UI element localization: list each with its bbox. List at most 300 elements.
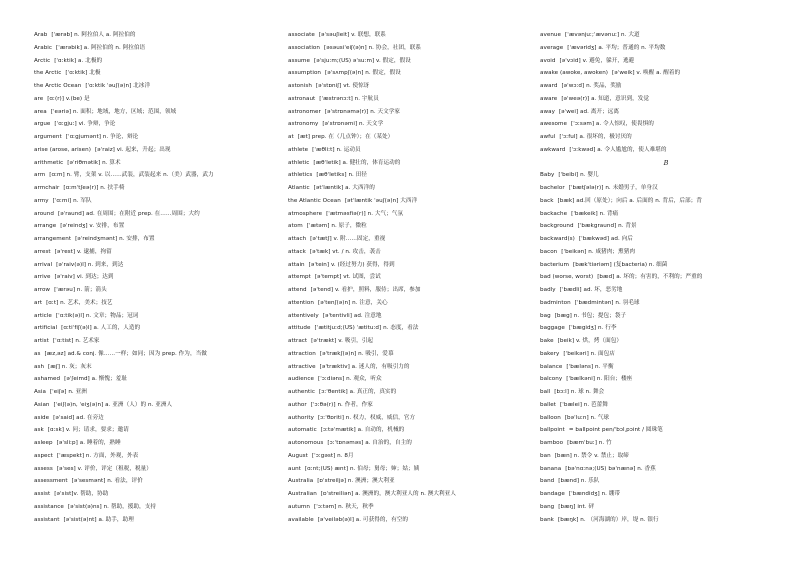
vocab-entry bbox=[34, 55, 286, 68]
vocab-entry bbox=[540, 424, 792, 437]
entry-definition: [əˈreindʒmənt] n. 安排，布置 bbox=[75, 236, 155, 242]
entry-word: bag bbox=[540, 312, 551, 319]
entry-word: athletics bbox=[288, 172, 313, 179]
entry-word: arrange bbox=[34, 223, 57, 230]
entry-word: artificial bbox=[34, 325, 58, 332]
entry-definition: [ˈærəbik] a. 阿拉伯的 n. 阿拉伯语 bbox=[56, 44, 146, 51]
entry-word: bandage bbox=[540, 491, 565, 497]
vocab-entry bbox=[288, 131, 540, 144]
entry-definition: [əˈsjuːm;(US) əˈsuːm] v. 假定，假设 bbox=[314, 57, 411, 64]
entry-definition: [ətˈlæntik] a. 大西洋的 bbox=[313, 185, 375, 191]
entry-word: banana bbox=[540, 465, 562, 472]
vocab-entry bbox=[288, 437, 540, 450]
entry-definition: [ɔːˈθɒriti] n. 权力，权威，威信，官方 bbox=[317, 414, 416, 421]
entry-definition: [ˈɔːgəst] n. 8月 bbox=[311, 452, 354, 459]
vocab-entry bbox=[288, 501, 540, 514]
vocab-entry bbox=[540, 514, 792, 527]
entry-definition: [ˈɔːdiəns] n. 观众，听众 bbox=[317, 376, 382, 383]
entry-definition: [əˈtenʃ(ə)n] n. 注意，关心 bbox=[317, 299, 388, 306]
vocab-entry bbox=[288, 297, 540, 310]
vocab-entry bbox=[540, 233, 792, 246]
entry-definition: [ˈbægidʒ] n. 行李 bbox=[568, 325, 617, 332]
vocab-entry bbox=[288, 208, 540, 221]
entry-word: army bbox=[34, 197, 49, 204]
entry-definition: [bæn] n. 禁令 v. 禁止；取缔 bbox=[554, 452, 629, 459]
entry-definition: [ˈbædli] ad. 坏，恶劣地 bbox=[559, 287, 623, 293]
entry-definition: [ˈætməsfiə(r)] n. 大气；气氛 bbox=[326, 210, 404, 217]
vocab-entry bbox=[540, 437, 792, 450]
entry-word: attention bbox=[288, 299, 314, 306]
entry-word: asleep bbox=[34, 440, 53, 446]
entry-definition: [ˈbæləns] n. 平衡 bbox=[566, 363, 614, 370]
vocab-entry bbox=[34, 208, 286, 221]
vocab-entry bbox=[34, 93, 286, 106]
entry-definition: [æz,əz] ad.& conj. 像……一样；如同；因为 prep. 作为，当做 bbox=[44, 350, 207, 357]
entry-word: band bbox=[540, 478, 555, 485]
entry-definition: [ˈeəriə] n. 面积；地域，地方，区域；范围，领域 bbox=[50, 108, 177, 115]
vocab-entry bbox=[540, 169, 792, 182]
entry-definition: [əˈweə(r)] a. 知道，意识到，发觉 bbox=[561, 95, 650, 102]
vocab-entry bbox=[34, 42, 286, 55]
entry-definition: [əˈreindʒ] v. 安排，布置 bbox=[60, 223, 125, 230]
entry-definition: [ˈɑːktik] a. 北极的 bbox=[54, 57, 103, 64]
entry-word: arrow bbox=[34, 287, 51, 293]
entry-word: Arab bbox=[34, 32, 48, 38]
vocab-entry bbox=[34, 501, 286, 514]
vocab-entry bbox=[540, 399, 792, 412]
entry-definition: [əˈsist(ə)nt] a. 助手，助理 bbox=[63, 516, 134, 523]
entry-word: assist bbox=[34, 491, 51, 497]
entry-definition: [ətˈlæntik ˈəuʃ(ə)n] 大西洋 bbox=[344, 197, 418, 204]
entry-word: assessment bbox=[34, 478, 68, 485]
vocab-entry bbox=[34, 233, 286, 246]
vocab-entry bbox=[288, 386, 540, 399]
entry-definition: [əˈtrækt] v. 吸引，引起 bbox=[311, 338, 374, 344]
entry-definition: [əˈsist(ə)ns] n. 帮助，援助，支持 bbox=[67, 503, 156, 510]
entry-definition: [əˈveiləb(ə)l] a. 可获得的，有空的 bbox=[317, 516, 409, 523]
entry-word: audience bbox=[288, 376, 314, 383]
vocab-entry bbox=[288, 373, 540, 386]
entry-word: arrive bbox=[34, 274, 51, 281]
entry-definition: [ˈæspekt] n. 方面，外观，外表 bbox=[56, 452, 139, 459]
entry-definition: [bæg] n. 书包；提包；袋子 bbox=[554, 312, 627, 319]
vocab-entry bbox=[34, 412, 286, 425]
entry-definition: [əˈraund] ad. 在周围；在附近 prep. 在……周围；大约 bbox=[57, 210, 200, 217]
vocab-entry bbox=[288, 144, 540, 157]
vocab-entry bbox=[34, 220, 286, 233]
vocab-entry bbox=[288, 169, 540, 182]
entry-definition: [ˈævəridʒ] a. 平均；普通的 n. 平均数 bbox=[567, 44, 666, 51]
entry-word: as bbox=[34, 350, 41, 357]
vocab-entry bbox=[540, 361, 792, 374]
vocab-entry bbox=[540, 310, 792, 323]
entry-definition: [ɑːnt;(US) ænt] n. 伯母；舅母；婶；姑；姨 bbox=[304, 465, 420, 472]
vocab-entry bbox=[288, 514, 540, 527]
entry-word: autonomous bbox=[288, 440, 324, 446]
vocab-entry bbox=[288, 463, 540, 476]
vocab-entry bbox=[540, 29, 792, 42]
entry-word: avoid bbox=[540, 57, 556, 64]
entry-definition: [bɔːl] n. 球 n. 舞会 bbox=[554, 389, 605, 395]
entry-definition: [əˈrest] v. 逮捕，拘留 bbox=[54, 248, 112, 255]
entry-definition: [ɑːt] n. 艺术，美术；技艺 bbox=[46, 299, 113, 306]
vocab-entry bbox=[540, 220, 792, 233]
entry-definition: [əˈraiz] vi. 起来，升起；出现 bbox=[94, 146, 171, 153]
entry-definition: [ˈɔːθə(r)] n. 作者，作家 bbox=[310, 401, 373, 408]
vocab-entry bbox=[288, 399, 540, 412]
entry-word: ash bbox=[34, 363, 45, 370]
entry-word: bamboo bbox=[540, 440, 564, 446]
entry-definition: [ˈbædmintən] n. 羽毛球 bbox=[574, 299, 640, 306]
vocab-entry bbox=[540, 118, 792, 131]
vocab-entry bbox=[540, 284, 792, 297]
entry-definition: [əˈsʌmpʃ(ə)n] n. 假定，假设 bbox=[325, 70, 401, 77]
vocab-entry bbox=[540, 93, 792, 106]
section-letter-text: B bbox=[663, 158, 669, 167]
entry-definition: [əˈstɒniʃ] vt. 使惊讶 bbox=[315, 83, 370, 89]
entry-definition: [ˈɑːktik] 北极 bbox=[65, 70, 101, 77]
entry-word: athletic bbox=[288, 159, 310, 166]
vocab-entry bbox=[288, 157, 540, 170]
entry-definition: [əˈstrɒnəmə(r)] n. 天文学家 bbox=[324, 108, 401, 115]
entry-definition: [əˈtend] v. 看护，照料，服侍；出席，参加 bbox=[310, 287, 421, 293]
entry-definition: [bæŋk] n. （河海湖的）岸，堤 n. 银行 bbox=[557, 516, 659, 523]
entry-word: average bbox=[540, 44, 564, 51]
entry-word: ball bbox=[540, 389, 551, 395]
entry-definition: [ɑːtiˈfiʃ(ə)l] a. 人工的，人造的 bbox=[61, 325, 141, 332]
vocab-entry bbox=[540, 475, 792, 488]
entry-word: attractive bbox=[288, 363, 316, 370]
entry-word: away bbox=[540, 108, 555, 115]
vocab-entry bbox=[540, 386, 792, 399]
entry-definition: [ˈæθliːt] n. 运动员 bbox=[312, 146, 361, 153]
vocab-entry bbox=[288, 450, 540, 463]
entry-definition: [əˈraiv] vi. 到达；达到 bbox=[54, 274, 114, 281]
entry-definition: [ˈævənjuː;ˈævənuː] n. 大道 bbox=[565, 32, 640, 38]
vocab-entry bbox=[288, 475, 540, 488]
entry-word: artist bbox=[34, 338, 49, 344]
entry-word: Arabic bbox=[34, 44, 53, 51]
entry-word: attentively bbox=[288, 312, 319, 319]
entry-definition: [ˈætitjuːd;(US) ˈætituːd] n. 态度，看法 bbox=[314, 325, 419, 332]
entry-definition: [əˈtræktiv] a. 迷人的，有吸引力的 bbox=[319, 363, 410, 370]
entry-word: are bbox=[34, 95, 44, 102]
entry-definition: [ˈbeikəri] n. 面包店 bbox=[563, 350, 615, 357]
vocab-entry bbox=[288, 233, 540, 246]
entry-word: balcony bbox=[540, 376, 563, 383]
entry-definition: [ˈɑːmi] n. 军队 bbox=[52, 197, 92, 204]
entry-word: balance bbox=[540, 363, 563, 370]
vocab-entry bbox=[34, 475, 286, 488]
entry-definition: [ɔːtəˈmætik] a. 自动的，机械的 bbox=[320, 427, 405, 434]
entry-word: background bbox=[540, 223, 574, 230]
vocab-entry bbox=[34, 361, 286, 374]
entry-word: the Arctic bbox=[34, 70, 62, 77]
entry-word: article bbox=[34, 312, 52, 319]
vocab-entry bbox=[288, 310, 540, 323]
entry-definition: [əˈtentivli] ad. 注意地 bbox=[322, 312, 382, 319]
vocab-entry bbox=[540, 259, 792, 272]
entry-word: awful bbox=[540, 134, 556, 140]
vocab-entry bbox=[34, 106, 286, 119]
vocab-entry bbox=[34, 284, 286, 297]
vocab-entry bbox=[540, 80, 792, 93]
entry-definition: [ɑː(r)] v.(be) 是 bbox=[47, 95, 90, 102]
entry-word: aunt bbox=[288, 465, 301, 472]
vocab-entry bbox=[288, 67, 540, 80]
entry-definition: [əˈraiv(ə)l] n. 到来，到达 bbox=[56, 261, 124, 268]
entry-word: arm bbox=[34, 172, 46, 179]
vocab-entry bbox=[34, 514, 286, 527]
entry-definition: [əˈweik] v. 唤醒 a. 醒着的 bbox=[612, 70, 681, 77]
entry-word: Asia bbox=[34, 389, 46, 395]
entry-word: astronaut bbox=[288, 95, 316, 102]
entry-definition: [ˈɑːktik ˈəuʃ(ə)n] 北冰洋 bbox=[85, 83, 151, 89]
vocab-entry bbox=[288, 348, 540, 361]
vocab-entry bbox=[540, 67, 792, 80]
entry-word: attempt bbox=[288, 274, 311, 281]
entry-word: available bbox=[288, 516, 314, 523]
entry-definition: [beik] v. 烘，烤（面包） bbox=[557, 338, 623, 344]
vocab-entry bbox=[540, 182, 792, 195]
entry-definition: [ˈærəb] n. 阿拉伯人 a. 阿拉伯的 bbox=[51, 32, 136, 38]
vocab-entry bbox=[540, 271, 792, 284]
entry-definition: [ˈɑːtik(ə)l] n. 文章；物品；冠词 bbox=[55, 312, 139, 319]
entry-word: associate bbox=[288, 32, 315, 38]
entry-word: astronomer bbox=[288, 108, 321, 115]
entry-definition: = ballpoint pen/ˈbɔlˌpɔint / 圆珠笔 bbox=[568, 427, 663, 434]
vocab-column-1 bbox=[34, 29, 286, 526]
vocab-entry bbox=[34, 246, 286, 259]
entry-word: award bbox=[540, 83, 558, 89]
entry-word: Australia bbox=[288, 478, 314, 485]
entry-word: badminton bbox=[540, 299, 571, 306]
entry-definition: [ˈbækeik] n. 背痛 bbox=[571, 210, 619, 217]
vocab-entry bbox=[288, 118, 540, 131]
vocab-entry bbox=[34, 80, 286, 93]
entry-definition: [əˈsəuʃieit] v. 联想，联系 bbox=[318, 32, 386, 38]
vocab-entry bbox=[288, 424, 540, 437]
entry-definition: [ˈɑːgjuː] vi. 争辩，争论 bbox=[54, 121, 116, 128]
vocab-entry bbox=[288, 220, 540, 233]
entry-definition: [ˈbeikən] n. 咸猪肉；熏猪肉 bbox=[561, 248, 635, 255]
entry-word: autumn bbox=[288, 503, 311, 510]
vocab-entry bbox=[34, 386, 286, 399]
entry-definition: [bəˈluːn] n. 气球 bbox=[564, 414, 610, 421]
vocab-entry bbox=[34, 144, 286, 157]
entry-word: aside bbox=[34, 414, 50, 421]
entry-definition: [əˈses] v. 评价，评定（租税，税量） bbox=[56, 465, 152, 472]
vocab-column-3 bbox=[540, 29, 792, 526]
entry-word: attraction bbox=[288, 350, 316, 357]
vocab-entry bbox=[34, 310, 286, 323]
entry-word: backward(s) bbox=[540, 236, 575, 242]
vocab-entry bbox=[540, 195, 792, 208]
entry-definition: [ˈɑːtist] n. 艺术家 bbox=[52, 338, 100, 344]
vocab-entry bbox=[540, 322, 792, 335]
vocab-entry bbox=[34, 437, 286, 450]
vocab-entry bbox=[540, 42, 792, 55]
entry-definition: [bæk] ad.回（原处）；向后 a. 后面的 n. 背后，后部；背 bbox=[557, 197, 702, 204]
entry-word: assistant bbox=[34, 516, 60, 523]
vocab-entry bbox=[540, 348, 792, 361]
entry-word: arrest bbox=[34, 248, 51, 255]
entry-word: ban bbox=[540, 452, 551, 459]
entry-word: argument bbox=[34, 134, 62, 140]
entry-definition: [bæmˈbuː] n. 竹 bbox=[567, 440, 612, 446]
vocab-column-2 bbox=[288, 29, 540, 526]
vocab-entry bbox=[34, 297, 286, 310]
entry-definition: [bəˈnɑːnə;(US) bəˈnænə] n. 香蕉 bbox=[565, 465, 656, 472]
vocab-entry bbox=[540, 208, 792, 221]
entry-word: the Atlantic Ocean bbox=[288, 197, 341, 204]
vocab-entry bbox=[288, 488, 540, 501]
entry-word: the Arctic Ocean bbox=[34, 83, 82, 89]
entry-definition: [ˈbækwəd] ad. 向后 bbox=[578, 236, 633, 242]
entry-word: automatic bbox=[288, 427, 317, 434]
entry-word: argue bbox=[34, 121, 51, 128]
entry-word: bank bbox=[540, 516, 554, 523]
vocab-entry bbox=[288, 29, 540, 42]
entry-definition: [ɑːmˈtʃeə(r)] n. 扶手椅 bbox=[63, 185, 125, 191]
vocab-entry bbox=[34, 169, 286, 182]
vocab-entry bbox=[34, 424, 286, 437]
vocab-entry bbox=[34, 348, 286, 361]
entry-definition: [ˈbeibi] n. 婴儿 bbox=[558, 172, 599, 179]
entry-definition: [əˈwei] ad. 离开；远离 bbox=[558, 108, 619, 115]
entry-word: astonish bbox=[288, 83, 312, 89]
vocab-entry bbox=[540, 55, 792, 68]
entry-word: ballpoint bbox=[540, 427, 565, 434]
entry-definition: [ˈɔːsəm] a. 令人惊叹，使畏惧的 bbox=[571, 121, 654, 128]
vocab-entry bbox=[34, 322, 286, 335]
vocab-entry bbox=[288, 106, 540, 119]
section-letter bbox=[540, 157, 792, 170]
vocab-entry bbox=[34, 67, 286, 80]
entry-word: avenue bbox=[540, 32, 562, 38]
entry-word: awkward bbox=[540, 146, 566, 153]
entry-word: attach bbox=[288, 236, 307, 242]
vocab-entry bbox=[540, 297, 792, 310]
entry-word: arithmetic bbox=[34, 159, 64, 166]
vocab-entry bbox=[34, 259, 286, 272]
vocab-entry bbox=[288, 361, 540, 374]
entry-definition: [ɒˈstreiliən] a. 澳洲的，澳大利亚人的 n. 澳大利亚人 bbox=[320, 491, 456, 497]
entry-word: assume bbox=[288, 57, 310, 64]
entry-definition: [əˈtrækʃ(ə)n] n. 吸引，爱慕 bbox=[319, 350, 394, 357]
entry-word: ask bbox=[34, 427, 44, 434]
vocab-entry bbox=[540, 335, 792, 348]
vocab-entry bbox=[540, 373, 792, 386]
entry-word: aware bbox=[540, 95, 558, 102]
entry-word: baggage bbox=[540, 325, 565, 332]
entry-definition: [æθˈletiks] n. 田径 bbox=[316, 172, 367, 179]
entry-definition: [æʃ] n. 灰；灰末 bbox=[48, 363, 92, 370]
entry-definition: [ˈɔːkwəd] a. 令人尴尬的，使人难堪的 bbox=[569, 146, 667, 153]
entry-word: ashamed bbox=[34, 376, 61, 383]
entry-definition: [ˈɑːgjumənt] n. 争论，辩论 bbox=[65, 134, 139, 140]
entry-definition: [ɑːsk] v. 问；请求，要求；邀请 bbox=[47, 427, 129, 434]
entry-word: arrangement bbox=[34, 236, 72, 242]
entry-definition: [ˈɔːful] a. 很坏的，极讨厌的 bbox=[559, 134, 632, 140]
vocab-entry bbox=[540, 450, 792, 463]
vocab-entry bbox=[288, 42, 540, 55]
entry-definition: [əsəusiˈeiʃ(ə)n] n. 协会，社团，联系 bbox=[324, 44, 421, 51]
entry-definition: [ˈæstrənɔːt] n. 宇航员 bbox=[319, 95, 379, 102]
entry-word: bad (worse, worst) bbox=[540, 274, 594, 281]
entry-word: authority bbox=[288, 414, 314, 421]
vocab-entry bbox=[34, 335, 286, 348]
entry-word: art bbox=[34, 299, 43, 306]
entry-word: arrival bbox=[34, 261, 53, 268]
entry-word: association bbox=[288, 44, 321, 51]
entry-word: attack bbox=[288, 248, 306, 255]
entry-word: bachelor bbox=[540, 185, 565, 191]
entry-word: atmosphere bbox=[288, 210, 323, 217]
entry-word: assess bbox=[34, 465, 53, 472]
vocab-entry bbox=[540, 131, 792, 144]
entry-word: at bbox=[288, 134, 294, 140]
entry-definition: [ˈbækgraund] n. 背景 bbox=[577, 223, 637, 230]
vocab-entry bbox=[288, 271, 540, 284]
vocab-entry bbox=[288, 93, 540, 106]
entry-definition: [ˈætəm] n. 原子，微粒 bbox=[306, 223, 367, 230]
entry-word: astronomy bbox=[288, 121, 319, 128]
entry-definition: [bænd] n. 乐队 bbox=[558, 478, 600, 485]
entry-definition: [ɑːm] n. 臂，支架 v. 以……武装，武装起来 n.（美）武器，武力 bbox=[49, 172, 214, 179]
entry-definition: [ˈærəu] n. 箭；箭头 bbox=[54, 287, 107, 293]
vocab-entry bbox=[34, 488, 286, 501]
entry-word: bang bbox=[540, 503, 555, 510]
entry-word: attract bbox=[288, 338, 308, 344]
vocab-entry bbox=[34, 271, 286, 284]
entry-word: awake (awoke, awoken) bbox=[540, 70, 609, 77]
vocab-entry bbox=[288, 335, 540, 348]
entry-definition: [bækˈtiəriəm] (复bacteria) n. 细菌 bbox=[573, 261, 668, 268]
entry-word: bacterium bbox=[540, 261, 569, 268]
vocab-entry bbox=[34, 182, 286, 195]
entry-definition: [əˈstrɒnəmi] n. 天文学 bbox=[322, 121, 384, 128]
entry-definition: [bæŋ] int. 砰 bbox=[558, 503, 595, 510]
entry-word: Asian bbox=[34, 401, 50, 408]
vocab-entry bbox=[540, 412, 792, 425]
entry-definition: [əˈtein] v. (经过努力) 获得，得到 bbox=[308, 261, 395, 268]
entry-definition: [əˈriθmətik] n. 算术 bbox=[67, 159, 121, 166]
entry-definition: [ɒˈstreiljə] n. 澳洲；澳大利亚 bbox=[317, 478, 395, 485]
vocab-entry bbox=[540, 463, 792, 476]
entry-definition: [əˈsesmənt] n. 看法，评价 bbox=[71, 478, 143, 485]
vocab-entry bbox=[288, 246, 540, 259]
vocab-entry bbox=[288, 259, 540, 272]
entry-definition: [ˈbændidʒ] n. 绷带 bbox=[568, 491, 621, 497]
vocab-entry bbox=[34, 463, 286, 476]
entry-word: attain bbox=[288, 261, 305, 268]
vocab-entry bbox=[34, 29, 286, 42]
entry-word: attend bbox=[288, 287, 307, 293]
entry-word: around bbox=[34, 210, 54, 217]
entry-word: bacon bbox=[540, 248, 558, 255]
entry-definition: [æθˈletik] a. 健壮的，体育运动的 bbox=[313, 159, 401, 166]
entry-definition: [æt] prep. 在（几点钟）；在（某处） bbox=[297, 134, 394, 140]
entry-word: backache bbox=[540, 210, 568, 217]
entry-word: armchair bbox=[34, 185, 60, 191]
vocab-entry bbox=[34, 131, 286, 144]
entry-definition: [əˈtæk] vt. / n. 攻击，袭击 bbox=[309, 248, 381, 255]
entry-definition: [əˈtætʃ] v. 附……固定，重视 bbox=[310, 236, 386, 242]
vocab-entry bbox=[34, 373, 286, 386]
vocab-entry bbox=[34, 195, 286, 208]
vocab-entry bbox=[288, 412, 540, 425]
